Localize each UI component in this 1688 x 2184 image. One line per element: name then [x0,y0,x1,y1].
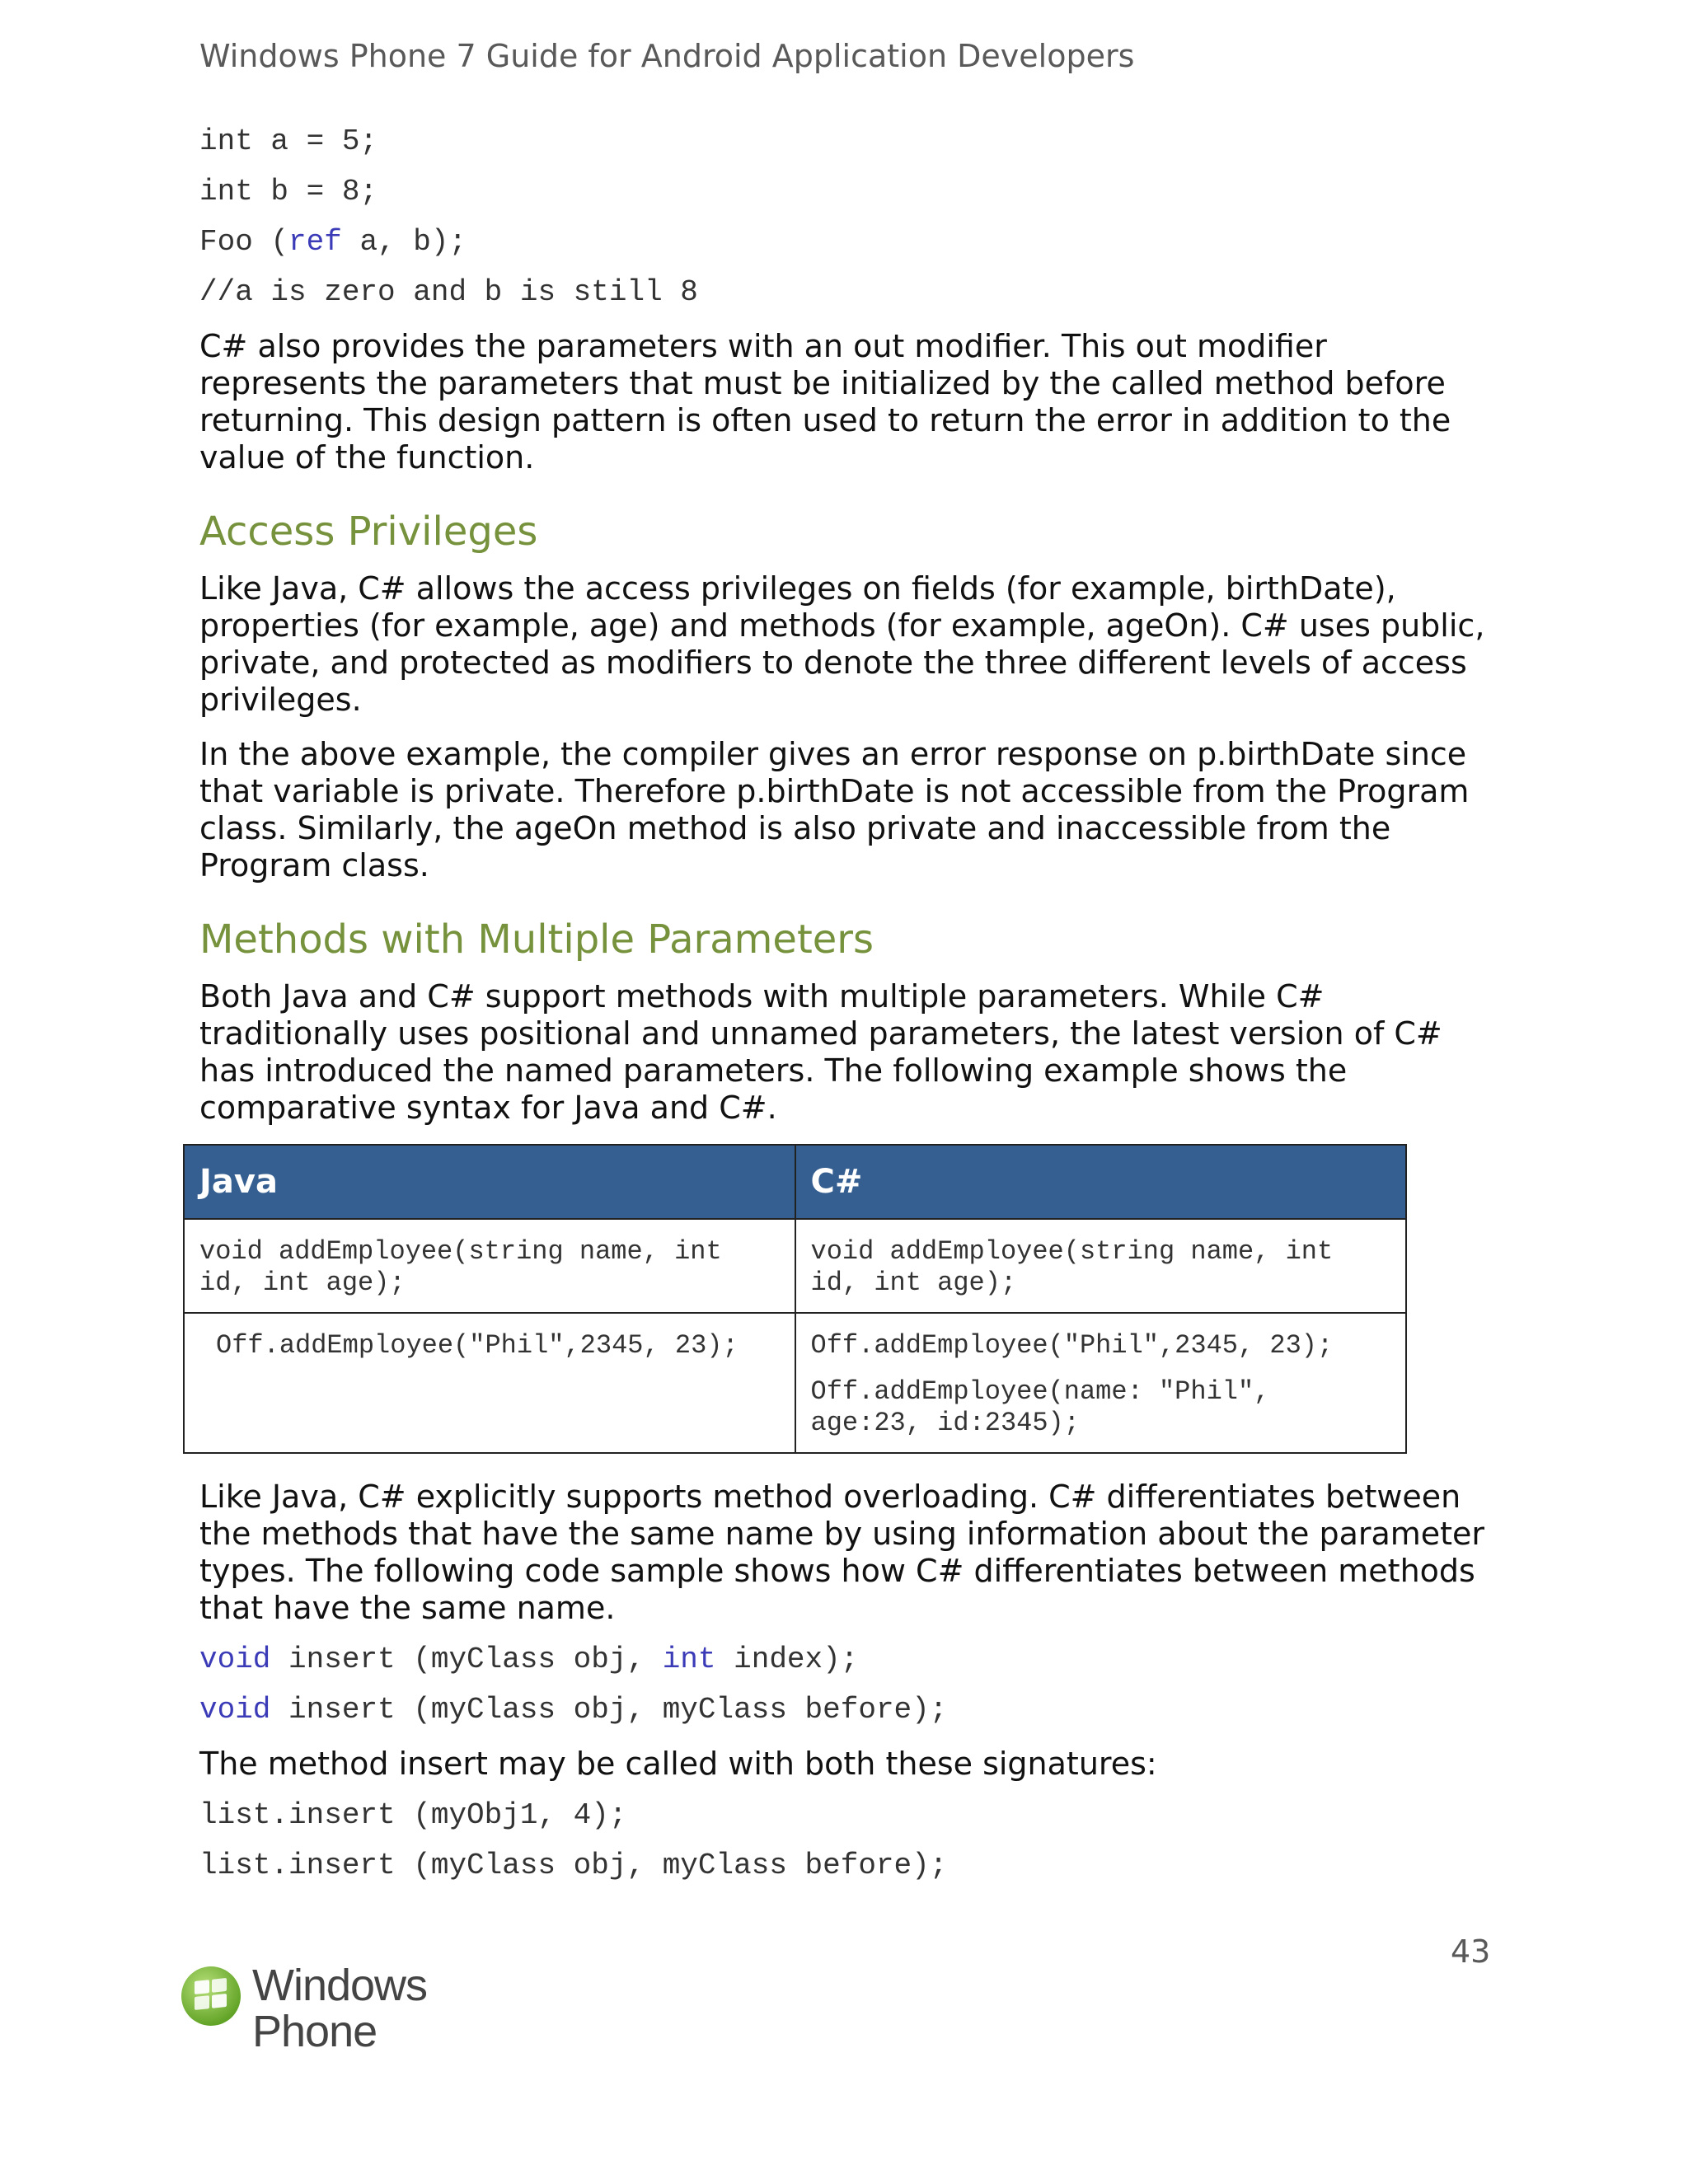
section-heading-methods-multiple-parameters: Methods with Multiple Parameters [199,916,874,963]
code-keyword: void [199,1693,271,1727]
paragraph-insert-signatures: The method insert may be called with both these signatures: [199,1746,1157,1782]
table-row [184,1313,1406,1453]
code-line: list.insert (myObj1, 4); [199,1798,627,1832]
page-number: 43 [1451,1933,1491,1970]
table-cell-csharp [795,1313,1407,1453]
cell-code: Off.addEmployee(name: "Phil", age:23, id:2345); [810,1376,1270,1438]
cell-code: void addEmployee(string name, int id, int age); [199,1236,722,1298]
code-text: a, b); [341,225,467,259]
windows-flag-icon [180,1965,242,2027]
cell-code: void addEmployee(string name, int id, int age); [810,1236,1334,1298]
code-line [199,224,467,260]
table-cell-java [184,1219,795,1313]
code-text: index); [715,1643,859,1676]
code-keyword: ref [288,225,342,259]
code-line: list.insert (myClass obj, myClass before); [199,1849,948,1882]
cell-code: Off.addEmployee("Phil",2345, 23); [216,1330,738,1361]
logo-wordmark: Phone [252,2007,377,2056]
comparison-table [183,1144,1407,1454]
code-line [199,1692,947,1728]
table-header-java: Java [184,1145,795,1219]
code-text: insert (myClass obj, myClass before); [270,1693,948,1727]
table-header-csharp: C# [795,1145,1407,1219]
table-cell-java [184,1313,795,1453]
code-line: int a = 5; [199,124,378,158]
paragraph-out-modifier: C# also provides the parameters with an out modifier. This out modifier represents the parameters that must be initialized by the called method before returning. This design pattern is often used to return the error in addition to the value of the function. [199,328,1451,476]
paragraph-methods-1: Both Java and C# support methods with multiple parameters. While C# traditionally uses positional and unnamed parameters, the latest version of C# has introduced the named parameters. The following example shows the comparative syntax for Java and C#. [199,978,1442,1126]
running-header: Windows Phone 7 Guide for Android Application Developers [199,38,1135,74]
code-line: int b = 8; [199,175,378,209]
table-row [184,1219,1406,1313]
windows-phone-logo [180,1963,443,2055]
code-text: insert (myClass obj, [270,1643,663,1676]
code-comment: //a is zero and b is still 8 [199,275,698,309]
section-heading-access-privileges: Access Privileges [199,509,538,555]
paragraph-overloading: Like Java, C# explicitly supports method overloading. C# differentiates between the methods that have the same name by using information about the parameter types. The following code sample shows how C# differentiates between methods that have the same name. [199,1479,1485,1626]
code-text: Foo ( [199,225,289,259]
code-keyword: int [662,1643,716,1676]
logo-wordmark: Windows [252,1961,428,2010]
code-line [199,1642,858,1678]
table-header-row [184,1145,1406,1219]
cell-code: Off.addEmployee("Phil",2345, 23); [810,1330,1334,1361]
code-keyword: void [199,1643,271,1676]
paragraph-access-2: In the above example, the compiler gives an error response on p.birthDate since that variable is private. Therefore p.birthDate is not accessible from the Program class. Similarly, the ageOn method is also private and inaccessible from the Program class. [199,736,1470,883]
paragraph-access-1: Like Java, C# allows the access privileges on fields (for example, birthDate), properties (for example, age) and methods (for example, ageOn). C# uses public, private, and protected as modifiers to denote the three different levels of access privileges. [199,570,1485,718]
table-cell-csharp [795,1219,1407,1313]
